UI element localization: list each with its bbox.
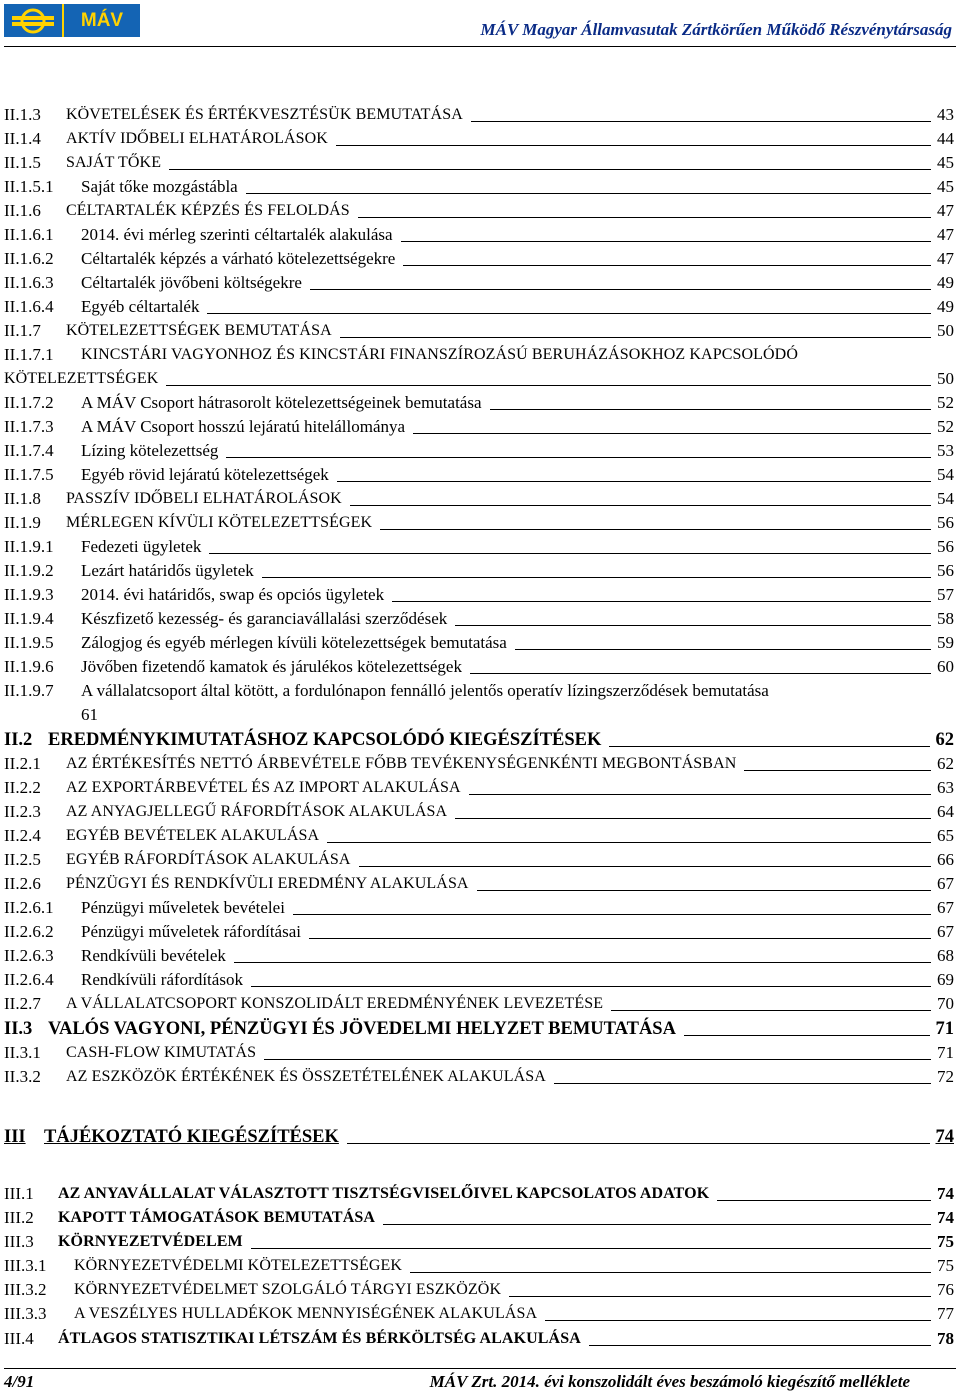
- toc-entry[interactable]: [4, 1303, 954, 1325]
- toc-entry-page: 69: [937, 970, 954, 989]
- toc-entry-number: II.1.6.2: [4, 249, 54, 268]
- toc-leader-line: [262, 560, 931, 578]
- toc-entry[interactable]: [4, 849, 954, 871]
- toc-leader-line: [207, 296, 931, 314]
- toc-leader-line: [469, 777, 931, 795]
- toc-leader-line: [684, 1018, 930, 1036]
- toc-entry-title: AZ ANYAGJELLEGŰ RÁFORDÍTÁSOK ALAKULÁSA: [66, 803, 448, 820]
- toc-entry-title: AZ ÉRTÉKESÍTÉS NETTÓ ÁRBEVÉTELE FŐBB TEVÉKENYSÉGENKÉNTI MEGBONTÁSBAN: [66, 755, 737, 772]
- toc-entry-title: Céltartalék jövőbeni költségekre: [81, 273, 302, 292]
- toc-leader-line: [509, 1279, 931, 1297]
- toc-entry-title: Készfizető kezesség- és garanciavállalási szerződések: [81, 609, 448, 628]
- toc-entry-page: 62: [935, 730, 954, 750]
- toc-entry-number: II.1.9.2: [4, 561, 54, 580]
- toc-entry-page: 56: [937, 537, 954, 556]
- toc-leader-line: [327, 825, 931, 843]
- header-divider: [4, 46, 956, 47]
- toc-entry-number: II.3.2: [4, 1067, 41, 1086]
- toc-entry-page: 47: [937, 249, 954, 268]
- toc-entry-number: II.2.4: [4, 826, 41, 845]
- toc-entry[interactable]: [4, 897, 954, 919]
- toc-entry-number: II.1.7: [4, 321, 41, 340]
- toc-leader-line: [340, 320, 931, 338]
- toc-entry[interactable]: [4, 392, 954, 414]
- toc-entry[interactable]: [4, 488, 954, 510]
- toc-leader-line: [401, 224, 931, 242]
- toc-entry[interactable]: [4, 272, 954, 294]
- toc-entry-number: III.3.2: [4, 1280, 47, 1299]
- toc-entry[interactable]: [4, 1255, 954, 1277]
- toc-leader-line: [337, 464, 931, 482]
- toc-entry-page: 78: [937, 1329, 954, 1348]
- toc-entry-number: III.3.1: [4, 1256, 47, 1275]
- toc-entry[interactable]: [4, 128, 954, 150]
- toc-entry-number: II.1.9.6: [4, 657, 54, 676]
- toc-entry-page: 49: [937, 297, 954, 316]
- toc-leader-line: [226, 440, 931, 458]
- toc-entry[interactable]: [4, 416, 954, 438]
- toc-leader-line: [234, 945, 931, 963]
- toc-entry-page: 75: [937, 1232, 954, 1251]
- toc-leader-line: [490, 392, 931, 410]
- toc-entry-number: II.2.3: [4, 802, 41, 821]
- toc-entry-page: 63: [937, 778, 954, 797]
- toc-entry-page: 45: [937, 153, 954, 172]
- toc-entry-title: A MÁV Csoport hátrasorolt kötelezettségeinek bemutatása: [81, 393, 482, 412]
- toc-leader-line: [470, 656, 931, 674]
- toc-entry-title: 2014. évi mérleg szerinti céltartalék alakulása: [81, 225, 393, 244]
- toc-entry-page: 68: [937, 946, 954, 965]
- toc-entry-title: KINCSTÁRI VAGYONHOZ ÉS KINCSTÁRI FINANSZÍROZÁSÚ BERUHÁZÁSOKHOZ KAPCSOLÓDÓ: [81, 346, 798, 363]
- toc-entry[interactable]: [4, 921, 954, 943]
- toc-entry[interactable]: [4, 632, 954, 654]
- toc-entry-number: II.1.9.7: [4, 681, 54, 700]
- toc-entry-page: 75: [937, 1256, 954, 1275]
- toc-entry-page: 44: [937, 129, 954, 148]
- toc-entry-page: 66: [937, 850, 954, 869]
- toc-entry-number: III.2: [4, 1208, 34, 1227]
- toc-entry[interactable]: [4, 1207, 954, 1229]
- toc-entry-number: II.2.2: [4, 778, 41, 797]
- toc-entry-page: 74: [937, 1184, 954, 1203]
- toc-entry-page: 50: [937, 321, 954, 340]
- toc-leader-line: [589, 1328, 931, 1346]
- toc-entry[interactable]: [4, 560, 954, 582]
- toc-entry-number: III: [4, 1127, 26, 1147]
- toc-entry-title: CASH-FLOW KIMUTATÁS: [66, 1044, 257, 1061]
- toc-leader-line: [380, 512, 931, 530]
- toc-entry-page: 71: [937, 1043, 954, 1062]
- toc-entry-number: II.2.6.1: [4, 898, 54, 917]
- toc-entry-number: II.1.7.2: [4, 393, 54, 412]
- toc-entry-page: 64: [937, 802, 954, 821]
- toc-leader-line: [347, 1126, 930, 1144]
- toc-entry[interactable]: [4, 1279, 954, 1301]
- toc-entry[interactable]: [4, 801, 954, 823]
- toc-entry-page: 61: [81, 705, 98, 724]
- toc-entry[interactable]: [4, 296, 954, 318]
- toc-entry-title: A MÁV Csoport hosszú lejáratú hitelállománya: [81, 417, 406, 436]
- toc-entry-page: 56: [937, 513, 954, 532]
- toc-entry-title: VALÓS VAGYONI, PÉNZÜGYI ÉS JÖVEDELMI HELYZET BEMUTATÁSA: [48, 1019, 676, 1039]
- toc-entry-page: 58: [937, 609, 954, 628]
- toc-entry-title: Pénzügyi műveletek bevételei: [81, 898, 285, 917]
- toc-entry[interactable]: [4, 608, 954, 630]
- toc-entry-page: 67: [937, 898, 954, 917]
- toc-entry-page: 49: [937, 273, 954, 292]
- toc-entry-page: 56: [937, 561, 954, 580]
- toc-entry-number: II.2.6.3: [4, 946, 54, 965]
- toc-entry[interactable]: [4, 729, 954, 751]
- mav-logo: [4, 4, 140, 37]
- toc-entry[interactable]: [4, 344, 954, 366]
- toc-leader-line: [744, 753, 931, 771]
- toc-entry[interactable]: [4, 248, 954, 270]
- toc-entry-title-cont: KÖTELEZETTSÉGEK: [4, 370, 159, 387]
- toc-entry-title: KÖRNYEZETVÉDELMET SZOLGÁLÓ TÁRGYI ESZKÖZÖK: [74, 1281, 502, 1298]
- toc-entry[interactable]: [4, 753, 954, 775]
- toc-entry-number: III.4: [4, 1329, 34, 1348]
- toc-entry-continuation: [4, 368, 954, 390]
- toc-entry-page: 47: [937, 201, 954, 220]
- toc-entry-number: III.1: [4, 1184, 34, 1203]
- toc-entry-page: 54: [937, 465, 954, 484]
- toc-leader-line: [403, 248, 931, 266]
- toc-entry-number: II.1.6: [4, 201, 41, 220]
- toc-leader-line: [246, 176, 931, 194]
- toc-entry-title: AKTÍV IDŐBELI ELHATÁROLÁSOK: [66, 130, 328, 147]
- toc-entry-title: PASSZÍV IDŐBELI ELHATÁROLÁSOK: [66, 490, 342, 507]
- toc-entry[interactable]: [4, 536, 954, 558]
- toc-leader-line: [350, 488, 931, 506]
- toc-entry-page: 60: [937, 657, 954, 676]
- toc-entry-number: II.1.9.1: [4, 537, 54, 556]
- toc-entry-title: Pénzügyi műveletek ráfordításai: [81, 922, 301, 941]
- toc-entry[interactable]: [4, 680, 954, 702]
- toc-leader-line: [359, 849, 931, 867]
- toc-entry[interactable]: [4, 945, 954, 967]
- toc-entry-title: KÖVETELÉSEK ÉS ÉRTÉKVESZTÉSÜK BEMUTATÁSA: [66, 106, 463, 123]
- toc-entry-number: III.3: [4, 1232, 34, 1251]
- toc-entry[interactable]: [4, 656, 954, 678]
- mav-emblem-icon: [4, 4, 62, 37]
- toc-leader-line: [609, 729, 929, 747]
- toc-entry-title: MÉRLEGEN KÍVÜLI KÖTELEZETTSÉGEK: [66, 514, 373, 531]
- page-header: [0, 0, 960, 50]
- toc-leader-line: [554, 1066, 931, 1084]
- toc-entry-title: PÉNZÜGYI ÉS RENDKÍVÜLI EREDMÉNY ALAKULÁSA: [66, 875, 469, 892]
- toc-entry-number: II.3: [4, 1019, 33, 1039]
- toc-entry-page: 50: [937, 369, 954, 388]
- toc-entry-number: II.1.9.4: [4, 609, 54, 628]
- toc-entry-number: III.3.3: [4, 1304, 47, 1323]
- toc-entry-page: 72: [937, 1067, 954, 1086]
- toc-leader-line: [471, 104, 931, 122]
- toc-entry-number: II.1.9.5: [4, 633, 54, 652]
- toc-entry[interactable]: [4, 176, 954, 198]
- toc-entry-page: 52: [937, 393, 954, 412]
- toc-entry-page: 53: [937, 441, 954, 460]
- toc-entry-title: ÁTLAGOS STATISZTIKAI LÉTSZÁM ÉS BÉRKÖLTSÉG ALAKULÁSA: [58, 1330, 581, 1347]
- toc-entry[interactable]: [4, 440, 954, 462]
- toc-entry[interactable]: [4, 200, 954, 222]
- toc-leader-line: [169, 152, 931, 170]
- toc-entry[interactable]: [4, 224, 954, 246]
- company-name: MÁV Magyar Államvasutak Zártkörűen Működő Részvénytársaság: [480, 20, 952, 39]
- toc-entry[interactable]: [4, 512, 954, 534]
- toc-entry-page: 65: [937, 826, 954, 845]
- toc-leader-line: [515, 632, 931, 650]
- toc-leader-line: [383, 1207, 931, 1225]
- toc-entry-title: A VESZÉLYES HULLADÉKOK MENNYISÉGÉNEK ALAKULÁSA: [74, 1305, 538, 1322]
- toc-entry[interactable]: [4, 993, 954, 1015]
- toc-entry-number: II.1.9.3: [4, 585, 54, 604]
- toc-entry[interactable]: [4, 1018, 954, 1040]
- toc-entry-title: AZ ANYAVÁLLALAT VÁLASZTOTT TISZTSÉGVISELŐIVEL KAPCSOLATOS ADATOK: [58, 1185, 710, 1202]
- toc-entry-title: Céltartalék képzés a várható kötelezettségekre: [81, 249, 396, 268]
- toc-leader-line: [309, 921, 931, 939]
- toc-entry-number: II.1.6.1: [4, 225, 54, 244]
- toc-entry-page: 74: [937, 1208, 954, 1227]
- toc-entry-title: Rendkívüli bevételek: [81, 946, 226, 965]
- toc-leader-line: [209, 536, 931, 554]
- toc-entry-title: AZ EXPORTÁRBEVÉTEL ÉS AZ IMPORT ALAKULÁSA: [66, 779, 461, 796]
- toc-entry-number: II.2.6.4: [4, 970, 54, 989]
- toc-entry-page: 77: [937, 1304, 954, 1323]
- toc-leader-line: [717, 1183, 931, 1201]
- toc-entry-title: A VÁLLALATCSOPORT KONSZOLIDÁLT EREDMÉNYÉNEK LEVEZETÉSE: [66, 995, 604, 1012]
- toc-leader-line: [545, 1303, 931, 1321]
- toc-entry[interactable]: [4, 1066, 954, 1088]
- toc-entry-number: II.1.3: [4, 105, 41, 124]
- toc-entry[interactable]: [4, 584, 954, 606]
- toc-entry-title: KÖRNYEZETVÉDELMI KÖTELEZETTSÉGEK: [74, 1257, 403, 1274]
- toc-entry-number: II.1.8: [4, 489, 41, 508]
- toc-entry-title: Egyéb rövid lejáratú kötelezettségek: [81, 465, 329, 484]
- toc-entry-page: 67: [937, 922, 954, 941]
- toc-entry-page: 59: [937, 633, 954, 652]
- toc-entry-title: TÁJÉKOZTATÓ KIEGÉSZÍTÉSEK: [44, 1127, 339, 1147]
- toc-entry-title: Lízing kötelezettség: [81, 441, 219, 460]
- toc-entry-page: 57: [937, 585, 954, 604]
- toc-leader-line: [251, 969, 931, 987]
- toc-entry-number: II.2.5: [4, 850, 41, 869]
- toc-entry-number: II.1.6.3: [4, 273, 54, 292]
- toc-entry[interactable]: [4, 825, 954, 847]
- toc-entry-title: Zálogjog és egyéb mérlegen kívüli kötelezettségek bemutatása: [81, 633, 507, 652]
- toc-entry-number: II.1.9: [4, 513, 41, 532]
- toc-entry-number: II.2.6: [4, 874, 41, 893]
- toc-leader-line: [410, 1255, 931, 1273]
- toc-entry-title: CÉLTARTALÉK KÉPZÉS ÉS FELOLDÁS: [66, 202, 350, 219]
- toc-entry-title: AZ ESZKÖZÖK ÉRTÉKÉNEK ÉS ÖSSZETÉTELÉNEK ALAKULÁSA: [66, 1068, 546, 1085]
- toc-leader-line: [310, 272, 931, 290]
- toc-leader-line: [477, 873, 931, 891]
- toc-entry-page: 45: [937, 177, 954, 196]
- toc-entry-title: EREDMÉNYKIMUTATÁSHOZ KAPCSOLÓDÓ KIEGÉSZÍTÉSEK: [48, 730, 602, 750]
- toc-entry[interactable]: [4, 873, 954, 895]
- toc-entry[interactable]: [4, 969, 954, 991]
- toc-entry[interactable]: [4, 777, 954, 799]
- toc-entry-page: 43: [937, 105, 954, 124]
- toc-entry-page: 62: [937, 754, 954, 773]
- toc-entry-number: II.1.5.1: [4, 177, 54, 196]
- toc-entry-title: Fedezeti ügyletek: [81, 537, 202, 556]
- toc-leader-line: [455, 801, 931, 819]
- toc-leader-line: [293, 897, 931, 915]
- toc-entry-page: 47: [937, 225, 954, 244]
- toc-entry-title: 2014. évi határidős, swap és opciós ügyletek: [81, 585, 385, 604]
- toc-entry-number: II.2: [4, 730, 33, 750]
- toc-entry-title: KÖTELEZETTSÉGEK BEMUTATÁSA: [66, 322, 332, 339]
- toc-entry-title: A vállalatcsoport által kötött, a fordulónapon fennálló jelentős operatív lízingszerződések bemutatása: [81, 681, 769, 700]
- toc-entry-page: 52: [937, 417, 954, 436]
- toc-entry[interactable]: [4, 1042, 954, 1064]
- toc-entry-number: II.3.1: [4, 1043, 41, 1062]
- toc-entry-title: SAJÁT TŐKE: [66, 154, 162, 171]
- toc-entry[interactable]: [4, 104, 954, 126]
- toc-entry-title: Lezárt határidős ügyletek: [81, 561, 254, 580]
- toc-entry-number: II.1.7.3: [4, 417, 54, 436]
- toc-entry-page: 54: [937, 489, 954, 508]
- logo-text: MÁV: [62, 4, 140, 37]
- toc-entry-page: 71: [935, 1019, 954, 1039]
- toc-entry-number: II.2.7: [4, 994, 41, 1013]
- toc-entry-number: II.1.4: [4, 129, 41, 148]
- toc-entry-page: 70: [937, 994, 954, 1013]
- toc-entry-page: 76: [937, 1280, 954, 1299]
- toc-leader-line: [358, 200, 931, 218]
- toc-entry-page: 74: [935, 1127, 954, 1147]
- toc-entry-title: EGYÉB BEVÉTELEK ALAKULÁSA: [66, 827, 320, 844]
- toc-entry[interactable]: [4, 1328, 954, 1350]
- toc-entry-title: KÖRNYEZETVÉDELEM: [58, 1233, 243, 1250]
- toc-entry-title: EGYÉB RÁFORDÍTÁSOK ALAKULÁSA: [66, 851, 351, 868]
- toc-entry-number: II.1.5: [4, 153, 41, 172]
- toc-entry-number: II.1.6.4: [4, 297, 54, 316]
- toc-leader-line: [336, 128, 931, 146]
- toc-entry[interactable]: [4, 464, 954, 486]
- toc-entry[interactable]: [4, 1126, 954, 1148]
- toc-leader-line: [413, 416, 931, 434]
- toc-entry-page: 67: [937, 874, 954, 893]
- toc-leader-line: [251, 1231, 931, 1249]
- toc-entry-number: II.1.7.4: [4, 441, 54, 460]
- toc-leader-line: [166, 368, 931, 386]
- toc-entry-number: II.2.1: [4, 754, 41, 773]
- toc-entry-number: II.1.7.5: [4, 465, 54, 484]
- toc-entry[interactable]: [4, 1183, 954, 1205]
- toc-entry-number: II.1.7.1: [4, 345, 54, 364]
- toc-entry-title: Saját tőke mozgástábla: [81, 177, 238, 196]
- toc-entry[interactable]: [4, 152, 954, 174]
- toc-entry-title: Egyéb céltartalék: [81, 297, 200, 316]
- toc-entry-number: II.2.6.2: [4, 922, 54, 941]
- toc-leader-line: [611, 993, 931, 1011]
- toc-leader-line: [392, 584, 931, 602]
- toc-entry-title: Jövőben fizetendő kamatok és járulékos kötelezettségek: [81, 657, 462, 676]
- toc-leader-line: [455, 608, 931, 626]
- toc-entry-title: Rendkívüli ráfordítások: [81, 970, 243, 989]
- toc-entry[interactable]: [4, 1231, 954, 1253]
- toc-entry-continuation: [4, 704, 954, 726]
- toc-entry-title: KAPOTT TÁMOGATÁSOK BEMUTATÁSA: [58, 1209, 376, 1226]
- toc-entry[interactable]: [4, 320, 954, 342]
- page-indicator: 4/91: [4, 1372, 35, 1391]
- toc-leader-line: [264, 1042, 931, 1060]
- footer-divider: [4, 1368, 956, 1369]
- document-title: MÁV Zrt. 2014. évi konszolidált éves beszámoló kiegészítő melléklete: [429, 1372, 910, 1391]
